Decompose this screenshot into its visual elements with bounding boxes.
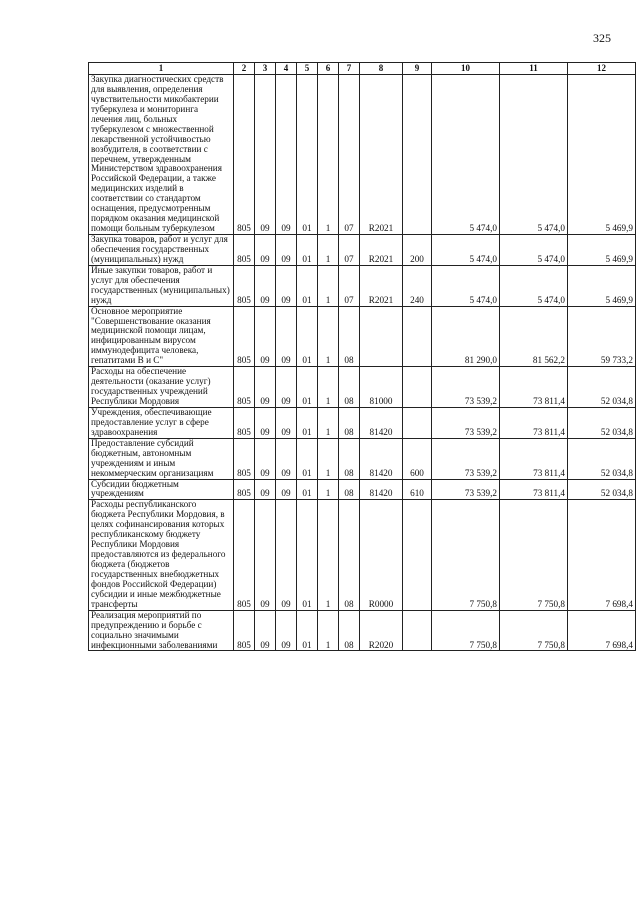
table-body — [89, 75, 636, 651]
amount-col-11: 73 811,4 — [500, 407, 568, 438]
expense-type — [403, 610, 432, 651]
header-col-1: 1 — [89, 63, 234, 75]
header-col-2: 2 — [234, 63, 255, 75]
header-col-8: 8 — [360, 63, 403, 75]
subprogram-code: 1 — [318, 235, 339, 266]
amount-col-10: 73 539,2 — [432, 367, 500, 408]
amount-col-11: 7 750,8 — [500, 500, 568, 610]
chapter-code: 09 — [255, 438, 276, 479]
subchapter-code: 09 — [276, 407, 297, 438]
amount-col-10: 5 474,0 — [432, 235, 500, 266]
budget-table — [88, 62, 636, 651]
program-code: 01 — [297, 235, 318, 266]
subprogram-code: 1 — [318, 265, 339, 306]
subchapter-code: 09 — [276, 367, 297, 408]
amount-col-10: 81 290,0 — [432, 306, 500, 367]
target-article: 81420 — [360, 407, 403, 438]
table-row — [89, 438, 636, 479]
event-code: 08 — [339, 500, 360, 610]
section-code: 805 — [234, 479, 255, 500]
subprogram-code: 1 — [318, 479, 339, 500]
subprogram-code: 1 — [318, 610, 339, 651]
header-col-11: 11 — [500, 63, 568, 75]
program-code: 01 — [297, 479, 318, 500]
amount-col-12: 59 733,2 — [568, 306, 636, 367]
section-code: 805 — [234, 306, 255, 367]
subchapter-code: 09 — [276, 265, 297, 306]
program-code: 01 — [297, 75, 318, 235]
row-description: Расходы республиканского бюджета Республики Мордовия, в целях софинансирования которых республиканскому бюджету Республики Мордовия предоставляются из федерального бюджета (бюджетов государственных внебюджетных фондов Российской Федерации) субсидии и иные межбюджетные трансферты — [89, 500, 234, 610]
amount-col-12: 5 469,9 — [568, 75, 636, 235]
program-code: 01 — [297, 367, 318, 408]
table-row — [89, 479, 636, 500]
subchapter-code: 09 — [276, 479, 297, 500]
header-col-7: 7 — [339, 63, 360, 75]
amount-col-11: 5 474,0 — [500, 265, 568, 306]
amount-col-10: 73 539,2 — [432, 407, 500, 438]
amount-col-10: 73 539,2 — [432, 438, 500, 479]
header-col-5: 5 — [297, 63, 318, 75]
row-description: Предоставление субсидий бюджетным, автономным учреждениям и иным некоммерческим организациям — [89, 438, 234, 479]
chapter-code: 09 — [255, 367, 276, 408]
subchapter-code: 09 — [276, 500, 297, 610]
amount-col-12: 7 698,4 — [568, 500, 636, 610]
row-description: Иные закупки товаров, работ и услуг для обеспечения государственных (муниципальных) нужд — [89, 265, 234, 306]
program-code: 01 — [297, 438, 318, 479]
expense-type: 600 — [403, 438, 432, 479]
chapter-code: 09 — [255, 306, 276, 367]
subprogram-code: 1 — [318, 407, 339, 438]
table-row — [89, 235, 636, 266]
chapter-code: 09 — [255, 500, 276, 610]
amount-col-11: 73 811,4 — [500, 367, 568, 408]
table-header-row — [89, 63, 636, 75]
section-code: 805 — [234, 235, 255, 266]
header-col-4: 4 — [276, 63, 297, 75]
subchapter-code: 09 — [276, 438, 297, 479]
amount-col-11: 73 811,4 — [500, 438, 568, 479]
program-code: 01 — [297, 500, 318, 610]
row-description: Закупка товаров, работ и услуг для обеспечения государственных (муниципальных) нужд — [89, 235, 234, 266]
target-article: R2021 — [360, 75, 403, 235]
amount-col-12: 5 469,9 — [568, 235, 636, 266]
expense-type: 240 — [403, 265, 432, 306]
expense-type — [403, 306, 432, 367]
amount-col-12: 52 034,8 — [568, 438, 636, 479]
row-description: Учреждения, обеспечивающие предоставление услуг в сфере здравоохранения — [89, 407, 234, 438]
event-code: 08 — [339, 367, 360, 408]
row-description: Расходы на обеспечение деятельности (оказание услуг) государственных учреждений Республики Мордовия — [89, 367, 234, 408]
table-row — [89, 367, 636, 408]
expense-type: 200 — [403, 235, 432, 266]
event-code: 08 — [339, 306, 360, 367]
amount-col-10: 7 750,8 — [432, 500, 500, 610]
amount-col-12: 7 698,4 — [568, 610, 636, 651]
event-code: 07 — [339, 265, 360, 306]
amount-col-12: 52 034,8 — [568, 367, 636, 408]
target-article: 81420 — [360, 479, 403, 500]
event-code: 08 — [339, 407, 360, 438]
amount-col-12: 5 469,9 — [568, 265, 636, 306]
target-article: 81000 — [360, 367, 403, 408]
header-col-10: 10 — [432, 63, 500, 75]
target-article — [360, 306, 403, 367]
row-description: Реализация мероприятий по предупреждению и борьбе с социально значимыми инфекционными заболеваниями — [89, 610, 234, 651]
expense-type — [403, 407, 432, 438]
target-article: R2021 — [360, 235, 403, 266]
chapter-code: 09 — [255, 407, 276, 438]
section-code: 805 — [234, 407, 255, 438]
table-row — [89, 610, 636, 651]
section-code: 805 — [234, 610, 255, 651]
event-code: 08 — [339, 479, 360, 500]
event-code: 07 — [339, 75, 360, 235]
subchapter-code: 09 — [276, 306, 297, 367]
subprogram-code: 1 — [318, 367, 339, 408]
chapter-code: 09 — [255, 75, 276, 235]
target-article: 81420 — [360, 438, 403, 479]
expense-type: 610 — [403, 479, 432, 500]
row-description: Основное мероприятие "Совершенствование оказания медицинской помощи лицам, инфицированным вирусом иммунодефицита человека, гепатитами В и С" — [89, 306, 234, 367]
amount-col-11: 7 750,8 — [500, 610, 568, 651]
target-article: R2021 — [360, 265, 403, 306]
table-row — [89, 306, 636, 367]
target-article: R2020 — [360, 610, 403, 651]
program-code: 01 — [297, 306, 318, 367]
section-code: 805 — [234, 265, 255, 306]
table-row — [89, 75, 636, 235]
chapter-code: 09 — [255, 610, 276, 651]
chapter-code: 09 — [255, 265, 276, 306]
section-code: 805 — [234, 438, 255, 479]
event-code: 08 — [339, 610, 360, 651]
row-description: Закупка диагностических средств для выявления, определения чувствительности микобактерии туберкулеза и мониторинга лечения лиц, больных туберкулезом с множественной лекарственной устойчивостью возбудителя, в соответствии с перечнем, утвержденным Министерством здравоохранения Российской Федерации, а также медицинских изделий в соответствии со стандартом оснащения, предусмотренным порядком оказания медицинской помощи больным туберкулезом — [89, 75, 234, 235]
subchapter-code: 09 — [276, 610, 297, 651]
amount-col-11: 81 562,2 — [500, 306, 568, 367]
amount-col-11: 73 811,4 — [500, 479, 568, 500]
subprogram-code: 1 — [318, 500, 339, 610]
amount-col-12: 52 034,8 — [568, 407, 636, 438]
row-description: Субсидии бюджетным учреждениям — [89, 479, 234, 500]
subprogram-code: 1 — [318, 438, 339, 479]
header-col-3: 3 — [255, 63, 276, 75]
amount-col-10: 7 750,8 — [432, 610, 500, 651]
target-article: R0000 — [360, 500, 403, 610]
amount-col-11: 5 474,0 — [500, 235, 568, 266]
program-code: 01 — [297, 265, 318, 306]
event-code: 07 — [339, 235, 360, 266]
header-col-6: 6 — [318, 63, 339, 75]
section-code: 805 — [234, 75, 255, 235]
subprogram-code: 1 — [318, 306, 339, 367]
subchapter-code: 09 — [276, 235, 297, 266]
table-row — [89, 500, 636, 610]
section-code: 805 — [234, 367, 255, 408]
amount-col-10: 73 539,2 — [432, 479, 500, 500]
amount-col-12: 52 034,8 — [568, 479, 636, 500]
chapter-code: 09 — [255, 235, 276, 266]
table-row — [89, 265, 636, 306]
chapter-code: 09 — [255, 479, 276, 500]
subchapter-code: 09 — [276, 75, 297, 235]
page-number: 325 — [593, 31, 611, 45]
expense-type — [403, 500, 432, 610]
expense-type — [403, 75, 432, 235]
amount-col-10: 5 474,0 — [432, 75, 500, 235]
event-code: 08 — [339, 438, 360, 479]
subprogram-code: 1 — [318, 75, 339, 235]
program-code: 01 — [297, 610, 318, 651]
expense-type — [403, 367, 432, 408]
amount-col-10: 5 474,0 — [432, 265, 500, 306]
header-col-9: 9 — [403, 63, 432, 75]
header-col-12: 12 — [568, 63, 636, 75]
amount-col-11: 5 474,0 — [500, 75, 568, 235]
program-code: 01 — [297, 407, 318, 438]
table-row — [89, 407, 636, 438]
section-code: 805 — [234, 500, 255, 610]
